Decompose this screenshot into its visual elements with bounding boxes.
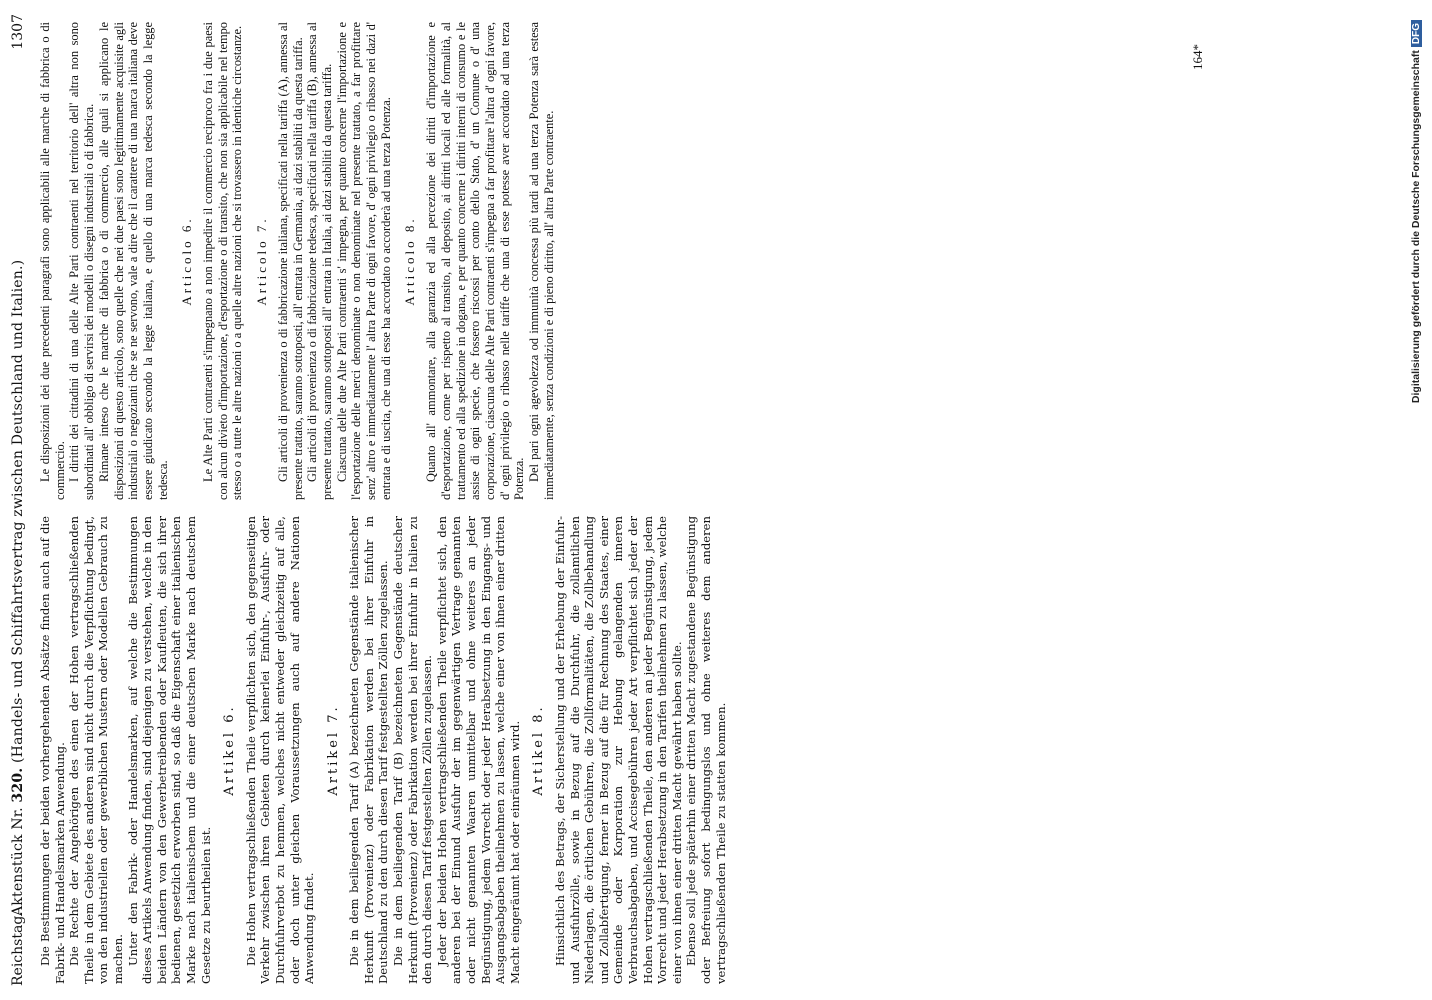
german-paragraph: Die Hohen vertragschließenden Theile verpflichten sich, den gegenseitigen Verkehr zwischen ihren Gebieten durch keinerlei Einfuhr-, Ausfuhr- oder Durchfuhrverbot zu hemmen, welches nicht entweder gleichzeitig auf alle, oder doch unter gleichen Voraussetzungen auch auf andere Nationen Anwendung findet. — [243, 516, 317, 984]
digitization-credit — [1410, 20, 1422, 660]
italian-paragraph: Del pari ogni agevolezza od immunità concessa più tardi ad una terza Potenza sarà estesa immediatamente, senza condizioni e di pieno diritto, all' altra Parte contraente. — [527, 22, 556, 500]
german-paragraph: Die Rechte der Angehörigen des einen der Hohen vertragschließenden Theile in dem Gebiete des anderen sind nicht durch die Verpflichtung bedingt, von den industriellen oder gewerblichen Mustern oder Modellen Gebrauch zu machen. — [67, 516, 125, 984]
german-paragraph: Unter den Fabrik- oder Handelsmarken, auf welche die Bestimmungen dieses Artikels Anwendung finden, sind diejenigen zu verstehen, welche in den beiden Ländern von den Gewerbetreibenden oder Kaufleuten, die sich ihrer bedienen, gesetzlich erworben sind, so daß die Eigenschaft einer italienischen Marke nach italienischem und die einer deutschen Marke nach deutschem Gesetze zu beurtheilen ist. — [125, 516, 213, 984]
german-column — [38, 516, 838, 984]
italian-paragraph: Gli articoli di provenienza o di fabbricazione tedesca, specificati nella tariffa (B), annessa al presente trattato, saranno sottoposti all' entrata in Italia, ai dazi stabiliti da questa tariffa. — [305, 22, 334, 500]
italian-paragraph: Ciascuna delle due Alte Parti contraenti s' impegna, per quanto concerne l'importazione e l'esportazione delle merci denominate o non denominate nel presente trattato, a far profittare senz' altro e immediatamente l' altra Parte di ogni favore, d' ogni privilegio o ribasso nei dazi d' entrata e di uscita, che una di esse ha accordato o accorderà ad una terza Potenza. — [334, 22, 393, 500]
italian-paragraph: Le Alte Parti contraenti s'impegnano a non impedire il commercio reciproco fra i due paesi con alcun divieto d'importazione, d'esportazione o di transito, che non sia applicabile nel tempo stesso o a tutte le altre nazioni o a quelle altre nazioni che si trovassero in identiche circostanze. — [201, 22, 245, 500]
italian-article-6-heading: Articolo 6. — [179, 216, 195, 306]
credit-text: Digitalisierung gefördert durch die Deutsche Forschungsgemeinschaft — [1410, 50, 1422, 404]
italian-paragraph: Rimane inteso che le marche di fabbrica o di commercio, alle quali si applicano le disposizioni di questo articolo, sono quelle che nei due paesi sono legittimamente acquisite agli industriali o negozianti che se ne servono, vale a dire che il carattere di una marca italiana deve essere giudicato secondo la legge italiana, e quello di una marca tedesca secondo la legge tedesca. — [96, 22, 170, 500]
german-paragraph: Die Bestimmungen der beiden vorhergehenden Absätze finden auch auf die Fabrik- und Handelsmarken Anwendung. — [38, 516, 67, 984]
italian-paragraph: Gli articoli di provenienza o di fabbricazione italiana, specificati nella tariffa (A), annessa al presente trattato, saranno sottoposti, all' entrata in Germania, ai dazi stabiliti da questa tariffa. — [275, 22, 305, 500]
german-paragraph: Die in dem beiliegenden Tarif (B) bezeichneten Gegenstände deutscher Herkunft (Provenienz) oder Fabrikation werden bei ihrer Einfuhr in Italien zu den durch diesen Tarif festgestellten Zöllen zugelassen. — [391, 516, 435, 984]
italian-paragraph: I diritti dei cittadini di una delle Alte Parti contraenti nel territorio dell' altra non sono subordinati all' obbligo di servirsi dei modelli o disegni industriali o di fabbrica. — [67, 22, 97, 500]
page-number: 1307 — [10, 14, 26, 50]
italian-column — [38, 22, 1218, 500]
header-title-prefix: Aktenstück Nr. — [10, 807, 26, 916]
german-article-7-heading: Artikel 7. — [325, 704, 341, 796]
german-paragraph: Jeder der beiden Hohen vertragschließenden Theile verpflichtet sich, den anderen bei der Einund Ausfuhr der im gegenwärtigen Vertrage genannten oder nicht genannten Waaren unmittelbar und ohne weiteres an jeder Begünstigung, jedem Vorrecht oder jeder Herabsetzung in den Eingangs- und Ausgangsabgaben theilnehmen zu lassen, welche einer von ihnen einer dritten Macht eingeräumt hat oder einräumen wird. — [434, 516, 522, 984]
german-paragraph: Hinsichtlich des Betrags, der Sicherstellung und der Erhebung der Einfuhr- und Ausfuhrzölle, sowie in Bezug auf die Durchfuhr, die zollamtlichen Niederlagen, die örtlichen Gebühren, die Zollformalitäten, die Zollbehandlung und Zollabfertigung, ferner in Bezug auf die für Rechnung des Staates, einer Gemeinde oder Korporation zur Hebung gelangenden inneren Verbrauchsabgaben, und Accisegebühren jeder Art verpflichtet sich jeder der Hohen vertragschließenden Theile, den anderen an jeder Begünstigung, jedem Vorrecht und jeder Herabsetzung in den Tarifen theilnehmen zu lassen, welche einer von ihnen einer dritten Macht gewährt haben sollte. — [553, 516, 684, 984]
italian-article-8-heading: Articolo 8. — [402, 216, 418, 306]
header-title-suffix: (Handels- und Schiffahrtsvertrag zwischen Deutschland und Italien.) — [10, 259, 26, 763]
header-title — [10, 260, 26, 916]
page-header — [6, 14, 32, 986]
header-document-number: 320. — [10, 767, 26, 803]
italian-paragraph: Le disposizioni dei due precedenti paragrafi sono applicabili alle marche di fabbrica o di commercio. — [38, 22, 67, 500]
signature-mark: 164* — [1190, 44, 1205, 70]
german-paragraph: Ebenso soll jede späterhin einer dritten Macht zugestandene Begünstigung oder Befreiung sofort bedingungslos und ohne weiteres dem anderen vertragschließenden Theile zu statten kommen. — [684, 516, 728, 984]
header-reichstag: Reichstag. — [10, 911, 26, 986]
italian-paragraph: Quanto all' ammontare, alla garanzia ed alla percezione dei diritti d'importazione e d'esportazione, come per rispetto al transito, al deposito, ai diritti locali ed alle formalità, al trattamento ed alla spedizione in dogana, e per quanto concerne i diritti interni di consumo e le assise di ogni specie, che fossero riscossi per conto dello Stato, d' un Comune o d' una corporazione, ciascuna delle Alte Parti contraenti s'impegna a far profittare l'altra d' ogni favore, d' ogni privilegio o ribasso nelle tariffe che una di esse potesse aver accordato ad una terza Potenza. — [424, 22, 527, 500]
dfg-logo: DFG — [1411, 20, 1422, 47]
german-article-8-heading: Artikel 8. — [531, 704, 547, 796]
italian-article-7-heading: Articolo 7. — [254, 216, 270, 306]
german-paragraph: Die in dem beiliegenden Tarif (A) bezeichneten Gegenstände italienischer Herkunft (Provenienz) oder Fabrikation werden bei ihrer Einfuhr in Deutschland zu den durch diesen Tarif festgestellten Zöllen zugelassen. — [347, 516, 391, 984]
german-article-6-heading: Artikel 6. — [222, 704, 238, 796]
